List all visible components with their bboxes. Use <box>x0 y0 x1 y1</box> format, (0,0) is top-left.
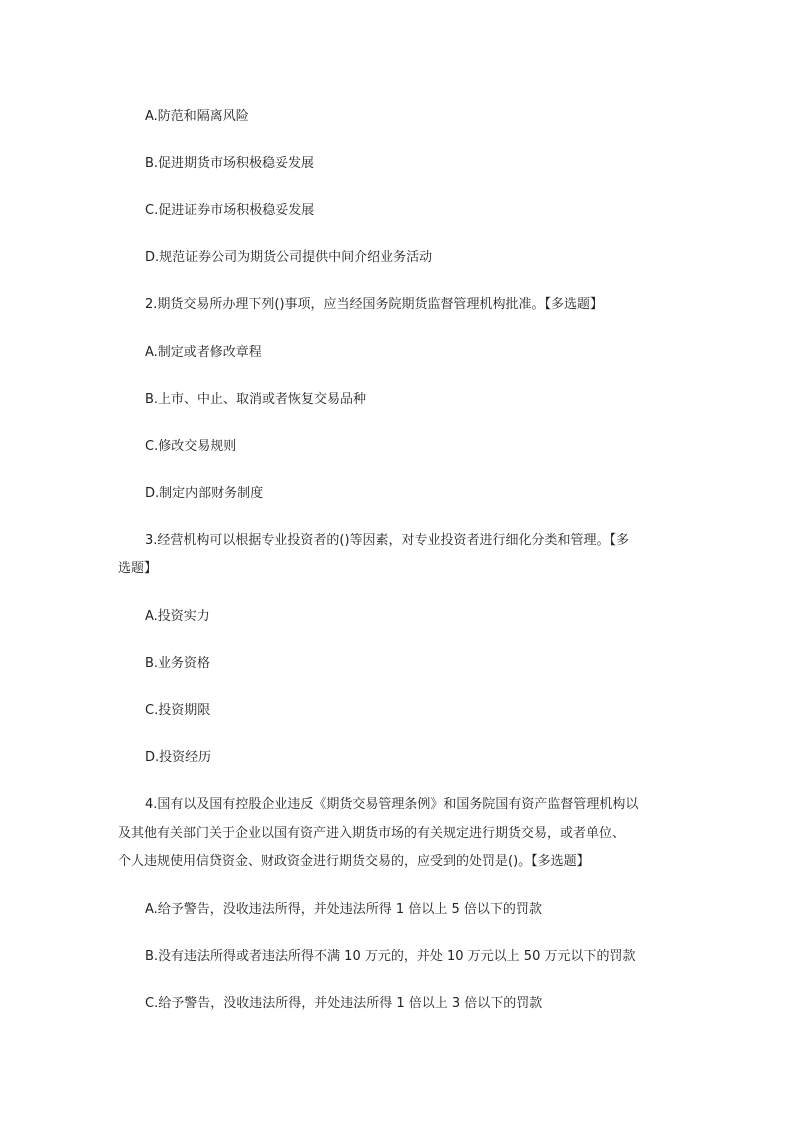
q3-option-d: D.投资经历 <box>145 750 212 765</box>
q3-option-c: C.投资期限 <box>145 703 211 718</box>
q1-option-b: B.促进期货市场积极稳妥发展 <box>145 156 315 171</box>
q3-option-a: A.投资实力 <box>145 609 210 624</box>
q1-option-a: A.防范和隔离风险 <box>145 109 249 124</box>
q2-option-c: C.修改交易规则 <box>145 439 237 454</box>
q3-question-line-2: 选题】 <box>118 561 158 576</box>
q1-option-d: D.规范证券公司为期货公司提供中间介绍业务活动 <box>145 250 433 265</box>
q4-question-line-2: 及其他有关部门关于企业以国有资产进入期货市场的有关规定进行期货交易，或者单位、 <box>118 826 626 841</box>
q3-question-line-1: 3.经营机构可以根据专业投资者的()等因素，对专业投资者进行细化分类和管理。【多 <box>145 533 630 548</box>
q2-question: 2.期货交易所办理下列()事项，应当经国务院期货监督管理机构批准。【多选题】 <box>145 297 604 312</box>
q2-option-b: B.上市、中止、取消或者恢复交易品种 <box>145 392 367 407</box>
q4-option-a: A.给予警告，没收违法所得，并处违法所得 1 倍以上 5 倍以下的罚款 <box>145 902 542 917</box>
q2-option-a: A.制定或者修改章程 <box>145 345 262 360</box>
q4-option-b: B.没有违法所得或者违法所得不满 10 万元的，并处 10 万元以上 50 万元以下的罚款 <box>145 949 636 964</box>
q4-question-line-1: 4.国有以及国有控股企业违反《期货交易管理条例》和国务院国有资产监督管理机构以 <box>145 797 639 812</box>
q4-option-c: C.给予警告，没收违法所得，并处违法所得 1 倍以上 3 倍以下的罚款 <box>145 996 543 1011</box>
q3-option-b: B.业务资格 <box>145 656 211 671</box>
q1-option-c: C.促进证券市场积极稳妥发展 <box>145 203 315 218</box>
q4-question-line-3: 个人违规使用信贷资金、财政资金进行期货交易的，应受到的处罚是()。【多选题】 <box>118 854 590 869</box>
q2-option-d: D.制定内部财务制度 <box>145 486 264 501</box>
